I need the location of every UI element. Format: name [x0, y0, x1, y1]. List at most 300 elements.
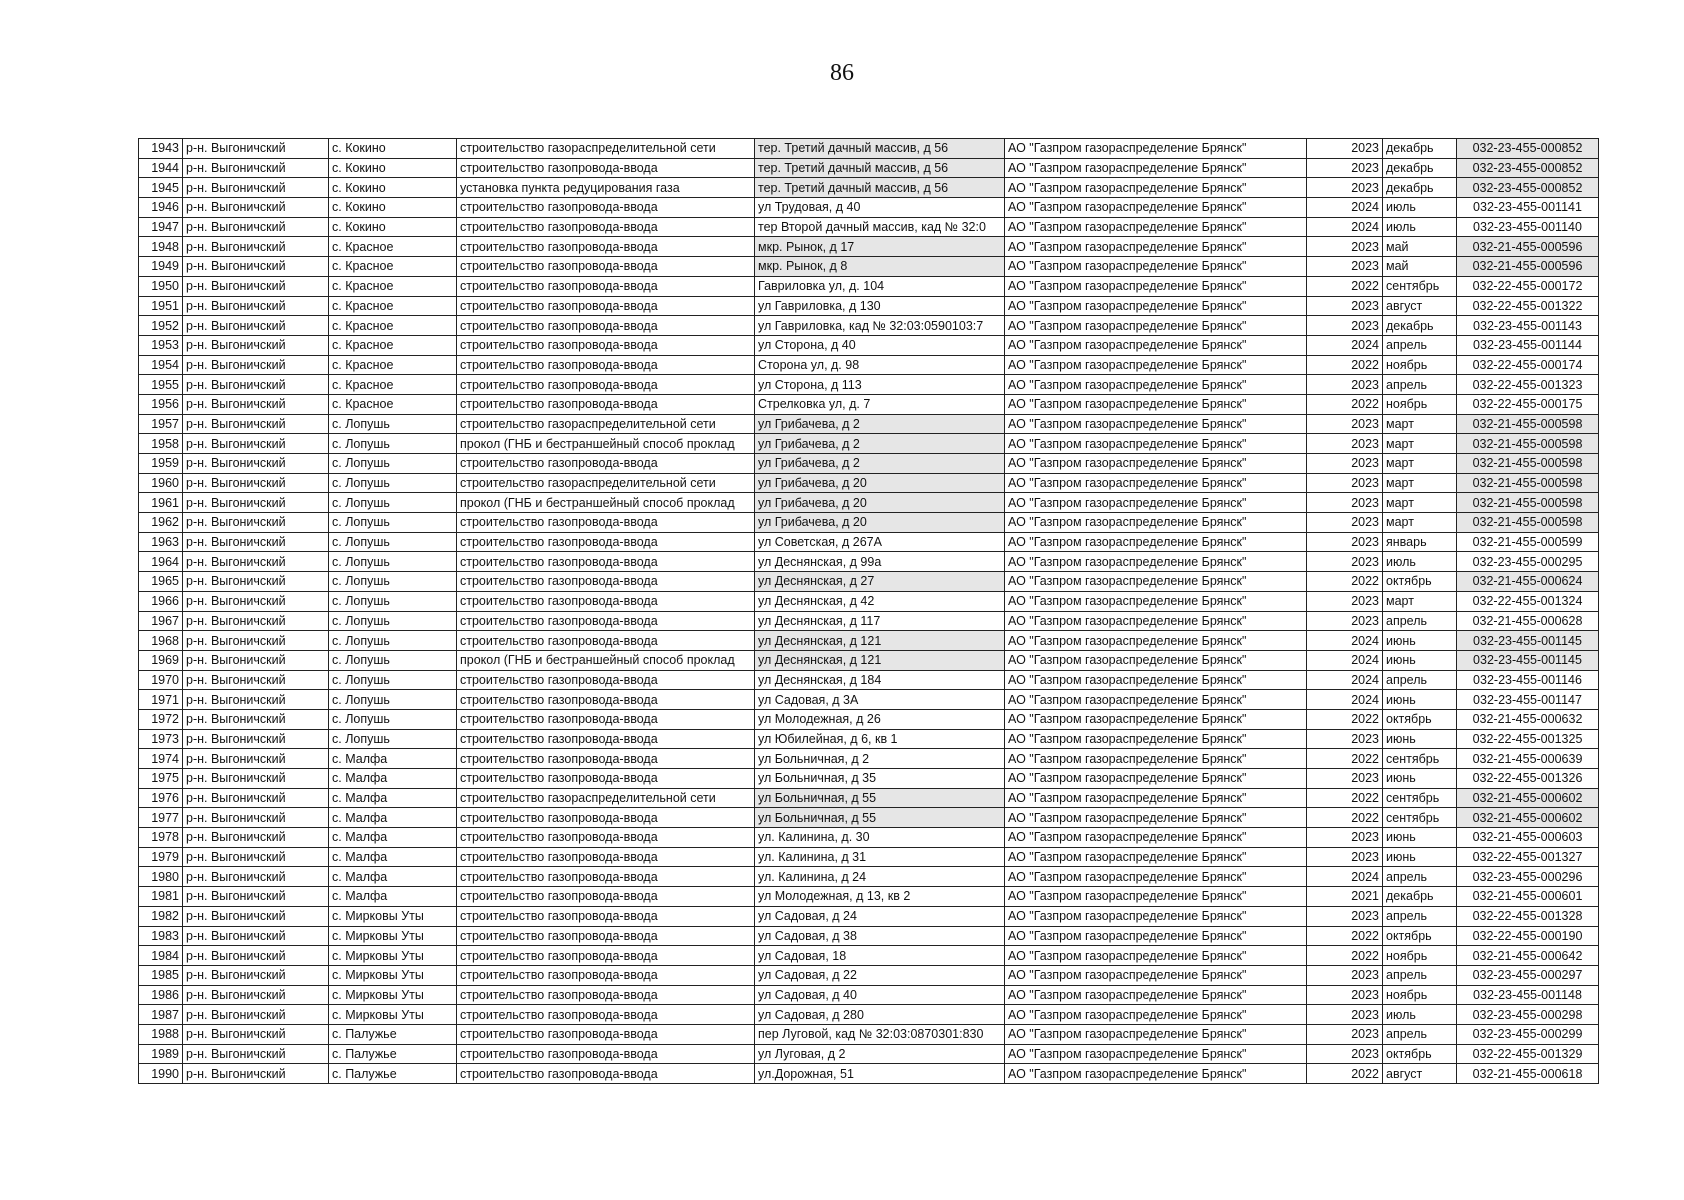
organization-cell: АО "Газпром газораспределение Брянск" [1005, 788, 1307, 808]
code-cell: 032-23-455-001143 [1457, 316, 1599, 336]
work-type-cell: строительство газопровода-ввода [457, 1044, 755, 1064]
month-cell: январь [1383, 532, 1457, 552]
row-number: 1952 [139, 316, 183, 336]
table-row [139, 670, 1599, 690]
address-cell: мкр. Рынок, д 17 [755, 237, 1005, 257]
table-row [139, 454, 1599, 474]
work-type-cell: строительство газораспределительной сети [457, 139, 755, 159]
district-cell: р-н. Выгоничский [183, 335, 329, 355]
address-cell: мкр. Рынок, д 8 [755, 257, 1005, 277]
work-type-cell: строительство газопровода-ввода [457, 1064, 755, 1084]
settlement-cell: с. Малфа [329, 847, 457, 867]
year-cell: 2022 [1307, 355, 1383, 375]
table-row [139, 808, 1599, 828]
work-type-cell: строительство газопровода-ввода [457, 729, 755, 749]
settlement-cell: с. Палужье [329, 1064, 457, 1084]
month-cell: апрель [1383, 335, 1457, 355]
year-cell: 2023 [1307, 454, 1383, 474]
address-cell: ул Сторона, д 113 [755, 375, 1005, 395]
month-cell: март [1383, 454, 1457, 474]
row-number: 1988 [139, 1024, 183, 1044]
district-cell: р-н. Выгоничский [183, 454, 329, 474]
address-cell: ул Садовая, д 24 [755, 906, 1005, 926]
month-cell: сентябрь [1383, 749, 1457, 769]
row-number: 1955 [139, 375, 183, 395]
table-row [139, 709, 1599, 729]
year-cell: 2022 [1307, 946, 1383, 966]
organization-cell: АО "Газпром газораспределение Брянск" [1005, 670, 1307, 690]
organization-cell: АО "Газпром газораспределение Брянск" [1005, 946, 1307, 966]
address-cell: ул. Калинина, д 24 [755, 867, 1005, 887]
month-cell: апрель [1383, 611, 1457, 631]
table-row [139, 198, 1599, 218]
month-cell: апрель [1383, 375, 1457, 395]
district-cell: р-н. Выгоничский [183, 1044, 329, 1064]
year-cell: 2022 [1307, 572, 1383, 592]
work-type-cell: строительство газопровода-ввода [457, 670, 755, 690]
month-cell: октябрь [1383, 572, 1457, 592]
table-row [139, 650, 1599, 670]
work-type-cell: строительство газопровода-ввода [457, 965, 755, 985]
settlement-cell: с. Малфа [329, 808, 457, 828]
work-type-cell: строительство газопровода-ввода [457, 257, 755, 277]
settlement-cell: с. Малфа [329, 828, 457, 848]
district-cell: р-н. Выгоничский [183, 611, 329, 631]
organization-cell: АО "Газпром газораспределение Брянск" [1005, 591, 1307, 611]
organization-cell: АО "Газпром газораспределение Брянск" [1005, 631, 1307, 651]
month-cell: август [1383, 296, 1457, 316]
table-row [139, 1064, 1599, 1084]
address-cell: ул Деснянская, д 184 [755, 670, 1005, 690]
row-number: 1959 [139, 454, 183, 474]
district-cell: р-н. Выгоничский [183, 355, 329, 375]
address-cell: ул Грибачева, д 2 [755, 454, 1005, 474]
row-number: 1986 [139, 985, 183, 1005]
organization-cell: АО "Газпром газораспределение Брянск" [1005, 198, 1307, 218]
row-number: 1982 [139, 906, 183, 926]
organization-cell: АО "Газпром газораспределение Брянск" [1005, 532, 1307, 552]
row-number: 1990 [139, 1064, 183, 1084]
district-cell: р-н. Выгоничский [183, 276, 329, 296]
year-cell: 2024 [1307, 670, 1383, 690]
settlement-cell: с. Лопушь [329, 709, 457, 729]
settlement-cell: с. Лопушь [329, 493, 457, 513]
year-cell: 2023 [1307, 1044, 1383, 1064]
code-cell: 032-21-455-000602 [1457, 788, 1599, 808]
code-cell: 032-21-455-000642 [1457, 946, 1599, 966]
organization-cell: АО "Газпром газораспределение Брянск" [1005, 414, 1307, 434]
address-cell: ул Сторона, д 40 [755, 335, 1005, 355]
address-cell: ул Грибачева, д 20 [755, 473, 1005, 493]
organization-cell: АО "Газпром газораспределение Брянск" [1005, 139, 1307, 159]
district-cell: р-н. Выгоничский [183, 414, 329, 434]
code-cell: 032-21-455-000598 [1457, 513, 1599, 533]
district-cell: р-н. Выгоничский [183, 198, 329, 218]
row-number: 1943 [139, 139, 183, 159]
year-cell: 2023 [1307, 434, 1383, 454]
code-cell: 032-21-455-000598 [1457, 414, 1599, 434]
code-cell: 032-22-455-001328 [1457, 906, 1599, 926]
address-cell: ул Грибачева, д 2 [755, 434, 1005, 454]
work-type-cell: строительство газопровода-ввода [457, 631, 755, 651]
code-cell: 032-21-455-000602 [1457, 808, 1599, 828]
year-cell: 2022 [1307, 808, 1383, 828]
district-cell: р-н. Выгоничский [183, 139, 329, 159]
year-cell: 2023 [1307, 532, 1383, 552]
year-cell: 2023 [1307, 965, 1383, 985]
organization-cell: АО "Газпром газораспределение Брянск" [1005, 985, 1307, 1005]
row-number: 1944 [139, 158, 183, 178]
address-cell: ул Садовая, д 3А [755, 690, 1005, 710]
district-cell: р-н. Выгоничский [183, 296, 329, 316]
district-cell: р-н. Выгоничский [183, 650, 329, 670]
row-number: 1968 [139, 631, 183, 651]
organization-cell: АО "Газпром газораспределение Брянск" [1005, 375, 1307, 395]
settlement-cell: с. Мирковы Уты [329, 985, 457, 1005]
organization-cell: АО "Газпром газораспределение Брянск" [1005, 355, 1307, 375]
work-type-cell: строительство газопровода-ввода [457, 1005, 755, 1025]
gasification-table [138, 138, 1599, 1084]
organization-cell: АО "Газпром газораспределение Брянск" [1005, 394, 1307, 414]
month-cell: июнь [1383, 828, 1457, 848]
table-row [139, 513, 1599, 533]
settlement-cell: с. Красное [329, 375, 457, 395]
table-row [139, 237, 1599, 257]
address-cell: ул Больничная, д 55 [755, 808, 1005, 828]
code-cell: 032-22-455-001323 [1457, 375, 1599, 395]
settlement-cell: с. Лопушь [329, 572, 457, 592]
settlement-cell: с. Лопушь [329, 473, 457, 493]
district-cell: р-н. Выгоничский [183, 1005, 329, 1025]
month-cell: июнь [1383, 729, 1457, 749]
table-row [139, 1044, 1599, 1064]
row-number: 1946 [139, 198, 183, 218]
work-type-cell: строительство газопровода-ввода [457, 611, 755, 631]
row-number: 1975 [139, 769, 183, 789]
work-type-cell: строительство газопровода-ввода [457, 296, 755, 316]
work-type-cell: строительство газопровода-ввода [457, 946, 755, 966]
table-row [139, 1024, 1599, 1044]
district-cell: р-н. Выгоничский [183, 552, 329, 572]
code-cell: 032-21-455-000632 [1457, 709, 1599, 729]
settlement-cell: с. Мирковы Уты [329, 946, 457, 966]
month-cell: сентябрь [1383, 808, 1457, 828]
settlement-cell: с. Лопушь [329, 454, 457, 474]
code-cell: 032-21-455-000639 [1457, 749, 1599, 769]
code-cell: 032-23-455-001148 [1457, 985, 1599, 1005]
address-cell: ул Садовая, д 22 [755, 965, 1005, 985]
settlement-cell: с. Лопушь [329, 631, 457, 651]
row-number: 1976 [139, 788, 183, 808]
table-row [139, 1005, 1599, 1025]
row-number: 1967 [139, 611, 183, 631]
year-cell: 2024 [1307, 631, 1383, 651]
district-cell: р-н. Выгоничский [183, 237, 329, 257]
month-cell: июль [1383, 1005, 1457, 1025]
month-cell: апрель [1383, 670, 1457, 690]
address-cell: ул Юбилейная, д 6, кв 1 [755, 729, 1005, 749]
work-type-cell: строительство газопровода-ввода [457, 709, 755, 729]
organization-cell: АО "Газпром газораспределение Брянск" [1005, 237, 1307, 257]
organization-cell: АО "Газпром газораспределение Брянск" [1005, 690, 1307, 710]
code-cell: 032-23-455-001145 [1457, 650, 1599, 670]
table-row [139, 985, 1599, 1005]
table-row [139, 946, 1599, 966]
address-cell: ул.Дорожная, 51 [755, 1064, 1005, 1084]
table-row [139, 414, 1599, 434]
address-cell: ул Больничная, д 2 [755, 749, 1005, 769]
row-number: 1972 [139, 709, 183, 729]
address-cell: ул Молодежная, д 13, кв 2 [755, 887, 1005, 907]
work-type-cell: строительство газопровода-ввода [457, 591, 755, 611]
month-cell: август [1383, 1064, 1457, 1084]
district-cell: р-н. Выгоничский [183, 178, 329, 198]
settlement-cell: с. Мирковы Уты [329, 906, 457, 926]
organization-cell: АО "Газпром газораспределение Брянск" [1005, 493, 1307, 513]
row-number: 1980 [139, 867, 183, 887]
address-cell: ул Луговая, д 2 [755, 1044, 1005, 1064]
code-cell: 032-21-455-000598 [1457, 493, 1599, 513]
address-cell: ул Молодежная, д 26 [755, 709, 1005, 729]
address-cell: ул Садовая, д 280 [755, 1005, 1005, 1025]
code-cell: 032-23-455-000852 [1457, 139, 1599, 159]
code-cell: 032-23-455-000297 [1457, 965, 1599, 985]
address-cell: ул. Калинина, д 31 [755, 847, 1005, 867]
code-cell: 032-22-455-000172 [1457, 276, 1599, 296]
code-cell: 032-22-455-001327 [1457, 847, 1599, 867]
code-cell: 032-23-455-001141 [1457, 198, 1599, 218]
work-type-cell: строительство газопровода-ввода [457, 552, 755, 572]
code-cell: 032-21-455-000603 [1457, 828, 1599, 848]
table-row [139, 178, 1599, 198]
code-cell: 032-21-455-000618 [1457, 1064, 1599, 1084]
table-row [139, 611, 1599, 631]
year-cell: 2021 [1307, 887, 1383, 907]
table-row [139, 631, 1599, 651]
row-number: 1947 [139, 217, 183, 237]
code-cell: 032-21-455-000628 [1457, 611, 1599, 631]
code-cell: 032-21-455-000624 [1457, 572, 1599, 592]
table-row [139, 769, 1599, 789]
district-cell: р-н. Выгоничский [183, 867, 329, 887]
table-row [139, 434, 1599, 454]
district-cell: р-н. Выгоничский [183, 906, 329, 926]
year-cell: 2022 [1307, 926, 1383, 946]
district-cell: р-н. Выгоничский [183, 316, 329, 336]
row-number: 1964 [139, 552, 183, 572]
work-type-cell: строительство газопровода-ввода [457, 926, 755, 946]
code-cell: 032-22-455-001326 [1457, 769, 1599, 789]
month-cell: март [1383, 513, 1457, 533]
district-cell: р-н. Выгоничский [183, 1024, 329, 1044]
year-cell: 2023 [1307, 906, 1383, 926]
address-cell: Стрелковка ул, д. 7 [755, 394, 1005, 414]
work-type-cell: строительство газопровода-ввода [457, 158, 755, 178]
table-row [139, 749, 1599, 769]
work-type-cell: строительство газопровода-ввода [457, 828, 755, 848]
year-cell: 2023 [1307, 158, 1383, 178]
organization-cell: АО "Газпром газораспределение Брянск" [1005, 296, 1307, 316]
organization-cell: АО "Газпром газораспределение Брянск" [1005, 867, 1307, 887]
code-cell: 032-23-455-000852 [1457, 178, 1599, 198]
district-cell: р-н. Выгоничский [183, 828, 329, 848]
district-cell: р-н. Выгоничский [183, 887, 329, 907]
district-cell: р-н. Выгоничский [183, 729, 329, 749]
district-cell: р-н. Выгоничский [183, 631, 329, 651]
year-cell: 2023 [1307, 493, 1383, 513]
month-cell: апрель [1383, 906, 1457, 926]
code-cell: 032-21-455-000598 [1457, 473, 1599, 493]
row-number: 1971 [139, 690, 183, 710]
row-number: 1950 [139, 276, 183, 296]
district-cell: р-н. Выгоничский [183, 946, 329, 966]
year-cell: 2022 [1307, 276, 1383, 296]
code-cell: 032-22-455-000190 [1457, 926, 1599, 946]
year-cell: 2023 [1307, 769, 1383, 789]
month-cell: март [1383, 434, 1457, 454]
code-cell: 032-22-455-001325 [1457, 729, 1599, 749]
work-type-cell: строительство газопровода-ввода [457, 237, 755, 257]
settlement-cell: с. Красное [329, 276, 457, 296]
organization-cell: АО "Газпром газораспределение Брянск" [1005, 749, 1307, 769]
code-cell: 032-21-455-000596 [1457, 257, 1599, 277]
organization-cell: АО "Газпром газораспределение Брянск" [1005, 434, 1307, 454]
address-cell: ул Гавриловка, д 130 [755, 296, 1005, 316]
district-cell: р-н. Выгоничский [183, 769, 329, 789]
work-type-cell: строительство газопровода-ввода [457, 769, 755, 789]
month-cell: сентябрь [1383, 276, 1457, 296]
year-cell: 2024 [1307, 650, 1383, 670]
work-type-cell: строительство газораспределительной сети [457, 414, 755, 434]
settlement-cell: с. Мирковы Уты [329, 926, 457, 946]
settlement-cell: с. Лопушь [329, 434, 457, 454]
year-cell: 2023 [1307, 513, 1383, 533]
row-number: 1977 [139, 808, 183, 828]
year-cell: 2023 [1307, 611, 1383, 631]
month-cell: июнь [1383, 769, 1457, 789]
work-type-cell: строительство газопровода-ввода [457, 355, 755, 375]
address-cell: ул Деснянская, д 121 [755, 650, 1005, 670]
settlement-cell: с. Красное [329, 237, 457, 257]
settlement-cell: с. Лопушь [329, 513, 457, 533]
work-type-cell: строительство газопровода-ввода [457, 335, 755, 355]
organization-cell: АО "Газпром газораспределение Брянск" [1005, 887, 1307, 907]
organization-cell: АО "Газпром газораспределение Брянск" [1005, 1044, 1307, 1064]
month-cell: ноябрь [1383, 355, 1457, 375]
work-type-cell: строительство газопровода-ввода [457, 198, 755, 218]
district-cell: р-н. Выгоничский [183, 513, 329, 533]
year-cell: 2023 [1307, 847, 1383, 867]
row-number: 1966 [139, 591, 183, 611]
month-cell: июль [1383, 217, 1457, 237]
page-number: 86 [830, 60, 854, 86]
table-row [139, 276, 1599, 296]
year-cell: 2023 [1307, 296, 1383, 316]
year-cell: 2023 [1307, 237, 1383, 257]
settlement-cell: с. Красное [329, 257, 457, 277]
table-row [139, 296, 1599, 316]
organization-cell: АО "Газпром газораспределение Брянск" [1005, 906, 1307, 926]
table-row [139, 257, 1599, 277]
settlement-cell: с. Красное [329, 335, 457, 355]
organization-cell: АО "Газпром газораспределение Брянск" [1005, 808, 1307, 828]
organization-cell: АО "Газпром газораспределение Брянск" [1005, 769, 1307, 789]
code-cell: 032-23-455-000298 [1457, 1005, 1599, 1025]
organization-cell: АО "Газпром газораспределение Брянск" [1005, 709, 1307, 729]
settlement-cell: с. Мирковы Уты [329, 965, 457, 985]
address-cell: пер Луговой, кад № 32:03:0870301:830 [755, 1024, 1005, 1044]
code-cell: 032-21-455-000596 [1457, 237, 1599, 257]
district-cell: р-н. Выгоничский [183, 985, 329, 1005]
row-number: 1951 [139, 296, 183, 316]
month-cell: октябрь [1383, 926, 1457, 946]
district-cell: р-н. Выгоничский [183, 375, 329, 395]
address-cell: ул Грибачева, д 20 [755, 513, 1005, 533]
year-cell: 2023 [1307, 316, 1383, 336]
address-cell: тер. Третий дачный массив, д 56 [755, 158, 1005, 178]
organization-cell: АО "Газпром газораспределение Брянск" [1005, 611, 1307, 631]
organization-cell: АО "Газпром газораспределение Брянск" [1005, 828, 1307, 848]
table-row [139, 690, 1599, 710]
code-cell: 032-22-455-001324 [1457, 591, 1599, 611]
settlement-cell: с. Лопушь [329, 650, 457, 670]
table-row [139, 828, 1599, 848]
row-number: 1974 [139, 749, 183, 769]
work-type-cell: строительство газопровода-ввода [457, 906, 755, 926]
year-cell: 2023 [1307, 985, 1383, 1005]
district-cell: р-н. Выгоничский [183, 493, 329, 513]
table-row [139, 493, 1599, 513]
district-cell: р-н. Выгоничский [183, 572, 329, 592]
code-cell: 032-23-455-001140 [1457, 217, 1599, 237]
table-row [139, 887, 1599, 907]
organization-cell: АО "Газпром газораспределение Брянск" [1005, 158, 1307, 178]
year-cell: 2023 [1307, 257, 1383, 277]
work-type-cell: строительство газопровода-ввода [457, 217, 755, 237]
settlement-cell: с. Лопушь [329, 532, 457, 552]
year-cell: 2023 [1307, 139, 1383, 159]
address-cell: ул Садовая, д 38 [755, 926, 1005, 946]
row-number: 1965 [139, 572, 183, 592]
table-row [139, 965, 1599, 985]
work-type-cell: установка пункта редуцирования газа [457, 178, 755, 198]
settlement-cell: с. Лопушь [329, 591, 457, 611]
row-number: 1969 [139, 650, 183, 670]
settlement-cell: с. Лопушь [329, 414, 457, 434]
settlement-cell: с. Красное [329, 316, 457, 336]
district-cell: р-н. Выгоничский [183, 690, 329, 710]
district-cell: р-н. Выгоничский [183, 808, 329, 828]
code-cell: 032-22-455-001322 [1457, 296, 1599, 316]
year-cell: 2023 [1307, 178, 1383, 198]
organization-cell: АО "Газпром газораспределение Брянск" [1005, 1005, 1307, 1025]
row-number: 1984 [139, 946, 183, 966]
year-cell: 2024 [1307, 198, 1383, 218]
organization-cell: АО "Газпром газораспределение Брянск" [1005, 473, 1307, 493]
district-cell: р-н. Выгоничский [183, 709, 329, 729]
code-cell: 032-21-455-000598 [1457, 434, 1599, 454]
code-cell: 032-22-455-001329 [1457, 1044, 1599, 1064]
row-number: 1981 [139, 887, 183, 907]
code-cell: 032-23-455-000296 [1457, 867, 1599, 887]
code-cell: 032-22-455-000174 [1457, 355, 1599, 375]
year-cell: 2022 [1307, 749, 1383, 769]
year-cell: 2024 [1307, 335, 1383, 355]
organization-cell: АО "Газпром газораспределение Брянск" [1005, 1064, 1307, 1084]
district-cell: р-н. Выгоничский [183, 158, 329, 178]
month-cell: ноябрь [1383, 946, 1457, 966]
work-type-cell: строительство газораспределительной сети [457, 473, 755, 493]
